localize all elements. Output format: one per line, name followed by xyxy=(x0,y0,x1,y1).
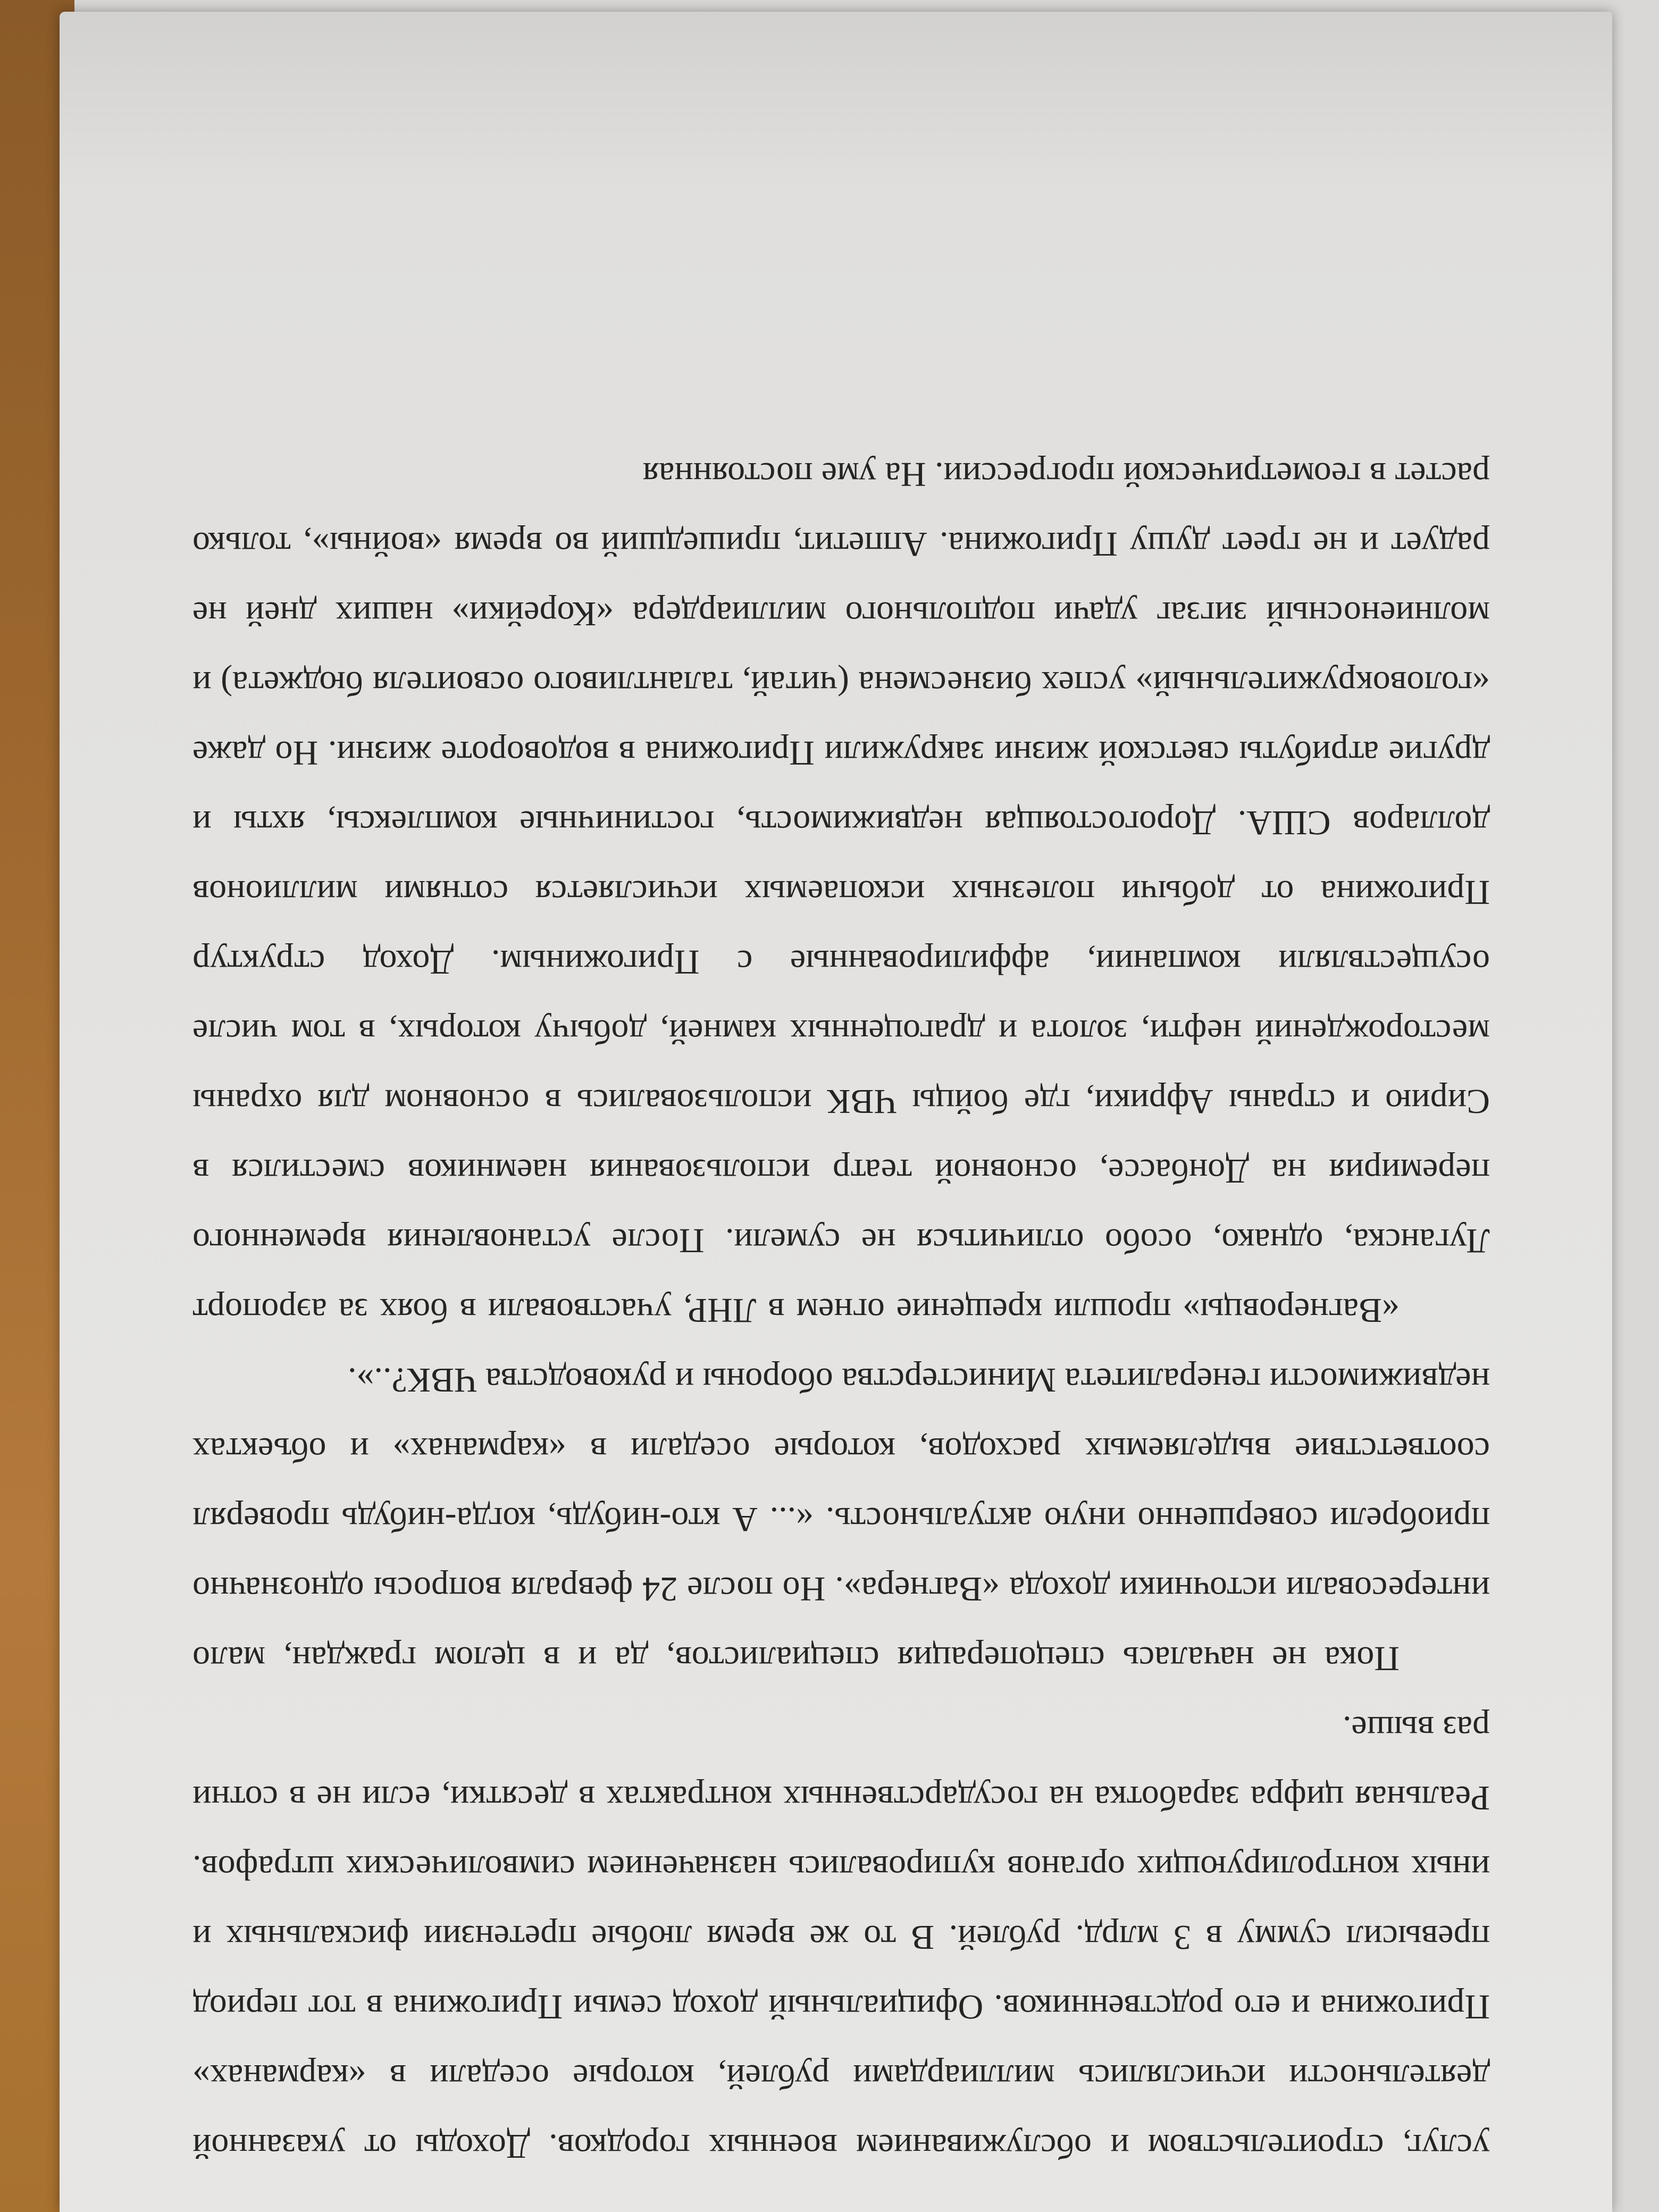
document-text-upside-down xyxy=(192,182,1490,2181)
paragraph-3: «Вагнеровцы» прошли крещение огнем в ЛНР, участвовали в боях за аэропорт Луганска, однако, особо отличиться не сумели. После установления временного перемирия на Донбассе, основной театр использования наемников сместился в Сирию и страны Африки, где бойцы ЧВК использовались в основном для охраны месторождений нефти, золота и драгоценных камней, добычу которых, в том числе осуществляли компании, аффилированные с Пригожиным. Доход структур Пригожина от добычи полезных ископаемых исчисляется сотнями миллионов долларов США. Дорогостоящая недвижимость, гостиничные комплексы, яхты и другие атрибуты светской жизни закружили Пригожина в водовороте жизни. Но даже «головокружительный» успех бизнесмена (читай, талантливого освоителя бюджета) и молниеносный зигзаг удачи подпольного миллиардера «Корейки» наших дней не радует и не греет душу Пригожина. Аппетит, пришедший во время «войны», только растет в геометрической прогрессии. На уме постоянная xyxy=(192,455,1490,1330)
paragraph-1: услуг, строительством и обслуживанием военных городков. Доходы от указанной деятельности исчислялись миллиардами рублей, которые оседали в «карманах» Пригожина и его родственников. Официальный доход семьи Пригожина в тот период превысил сумму в 3 млрд. рублей. В то же время любые претензии фискальных и иных контролирующих органов купировались назначением символических штрафов. Реальная цифра заработка на государственных контрактах в десятки, если не в сотни раз выше. xyxy=(192,1709,1490,2166)
document-page xyxy=(60,12,1612,2212)
paragraph-2: Пока не началась спецоперация специалистов, да и в целом граждан, мало интересовали источники дохода «Вагнера». Но после 24 февраля вопросы однозначно приобрели совершенно иную актуальность. «... А кто-нибудь, когда-нибудь проверял соответствие выделяемых расходов, которые оседали в «карманах» и объектах недвижимости генералитета Министерства обороны и руководства ЧВК?..». xyxy=(192,1361,1490,1678)
